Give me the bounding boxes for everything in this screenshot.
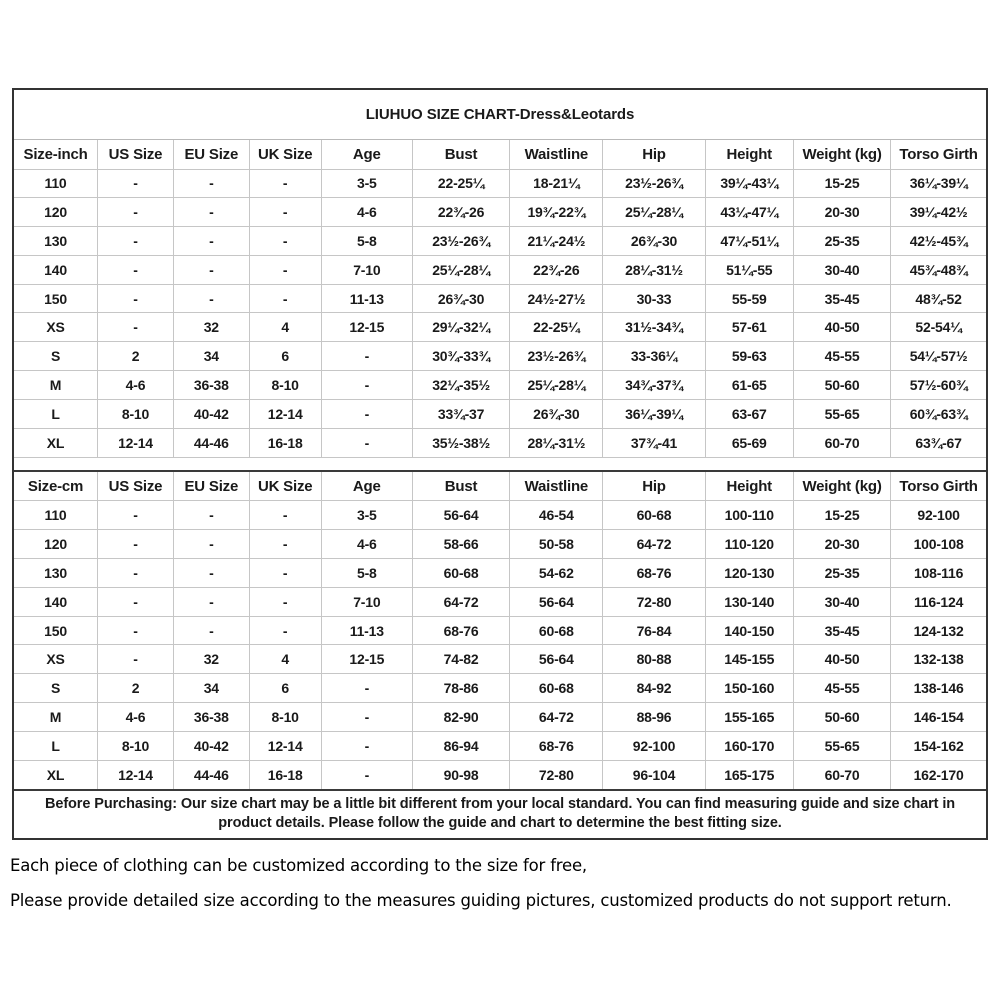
table-cell: -	[173, 616, 249, 645]
table-cell: 52-54¼	[891, 313, 986, 342]
table-row	[14, 760, 986, 789]
table-cell: 5-8	[321, 559, 412, 588]
table-cell: 34	[173, 342, 249, 371]
table-cell: -	[249, 616, 321, 645]
table-cell: 39¼-43¼	[705, 169, 793, 198]
table-cell: 4	[249, 313, 321, 342]
table-cell: 40-42	[173, 731, 249, 760]
purchase-note: Before Purchasing: Our size chart may be a little bit different from your local standard. You can find measuring guide and size chart in product details. Please follow the guide and chart to determine the best fitting size.	[14, 789, 986, 838]
table-cell: 140-150	[705, 616, 793, 645]
table-cell: 138-146	[891, 674, 986, 703]
table-cell: S	[14, 674, 98, 703]
table-cell: 50-60	[793, 371, 890, 400]
column-header: Waistline	[510, 140, 603, 169]
table-cell: 96-104	[603, 760, 705, 789]
table-cell: -	[249, 169, 321, 198]
table-cell: 55-65	[793, 399, 890, 428]
table-cell: 34¾-37¾	[603, 371, 705, 400]
table-cell: -	[173, 587, 249, 616]
table-cell: 18-21¼	[510, 169, 603, 198]
table-cell: -	[98, 284, 174, 313]
table-cell: -	[249, 198, 321, 227]
table-cell: 26¾-30	[603, 227, 705, 256]
table-cell: 92-100	[603, 731, 705, 760]
table-cell: 30-40	[793, 587, 890, 616]
table-cell: 22-25¼	[412, 169, 509, 198]
table-cell: 11-13	[321, 284, 412, 313]
column-header: EU Size	[173, 472, 249, 501]
customization-note-line2: Please provide detailed size according to the measures guiding pictures, customized products do not support return.	[10, 890, 952, 910]
table-row	[14, 501, 986, 530]
table-cell: -	[98, 313, 174, 342]
table-cell: 45-55	[793, 674, 890, 703]
table-cell: 57-61	[705, 313, 793, 342]
table-row	[14, 399, 986, 428]
table-cell: 7-10	[321, 587, 412, 616]
table-cell: 55-65	[793, 731, 890, 760]
table-cell: 48¾-52	[891, 284, 986, 313]
table-cell: 12-14	[98, 428, 174, 457]
table-cell: 12-14	[249, 399, 321, 428]
size-table-cm	[14, 472, 986, 789]
table-cell: 162-170	[913, 766, 964, 783]
table-cell: 7-10	[321, 255, 412, 284]
table-cell: 8-10	[249, 371, 321, 400]
table-cell: 30¾-33¾	[412, 342, 509, 371]
table-cell: 120-130	[705, 559, 793, 588]
table-cell: 110	[14, 169, 98, 198]
table-cell: 32	[173, 645, 249, 674]
table-cell: 26¾-30	[510, 399, 603, 428]
table-row	[14, 703, 986, 732]
table-cell: 40-42	[173, 399, 249, 428]
table-cell: 20-30	[793, 530, 890, 559]
column-header: US Size	[98, 140, 174, 169]
table-cell: 64-72	[603, 530, 705, 559]
table-cell: 4-6	[321, 198, 412, 227]
column-header: Height	[705, 140, 793, 169]
table-cell: 68-76	[603, 559, 705, 588]
table-cell: -	[249, 227, 321, 256]
table-cell: -	[98, 559, 174, 588]
table-cell: 34	[173, 674, 249, 703]
table-cell: 36¼-39¼	[603, 399, 705, 428]
table-cell: 57½-60¾	[891, 371, 986, 400]
table-cell: 50-58	[510, 530, 603, 559]
table-cell: 32	[173, 313, 249, 342]
table-cell: -	[173, 284, 249, 313]
table-cell: 12-14	[249, 731, 321, 760]
table-cell: 90-98	[412, 760, 509, 789]
table-row	[14, 559, 986, 588]
table-cell: 160-170	[705, 731, 793, 760]
table-cell: 51¼-55	[705, 255, 793, 284]
table-cell: 130-140	[705, 587, 793, 616]
table-cell: 22-25¼	[510, 313, 603, 342]
table-cell: -	[321, 342, 412, 371]
table-cell: -	[98, 616, 174, 645]
table-cell: -	[249, 501, 321, 530]
table-cell: -	[321, 428, 412, 457]
table-cell: 46-54	[510, 501, 603, 530]
table-cell: 64-72	[412, 587, 509, 616]
table-cell: M	[14, 703, 98, 732]
table-row	[14, 428, 986, 457]
table-cell: 56-64	[510, 587, 603, 616]
table-cell: -	[98, 587, 174, 616]
customization-note-line1: Each piece of clothing can be customized according to the size for free,	[10, 855, 587, 875]
table-cell: 33¾-37	[412, 399, 509, 428]
size-chart	[12, 88, 988, 840]
table-cell: 61-65	[705, 371, 793, 400]
table-cell: 30-40	[793, 255, 890, 284]
table-cell: 146-154	[891, 703, 986, 732]
table-cell: 60-68	[510, 616, 603, 645]
table-cell: 74-82	[412, 645, 509, 674]
customization-notes	[10, 856, 990, 910]
table-cell: 150-160	[705, 674, 793, 703]
table-header-inch	[14, 140, 986, 169]
table-row	[14, 169, 986, 198]
table-cell: 36¼-39¼	[891, 169, 986, 198]
table-cell: 6	[249, 674, 321, 703]
table-cell: M	[14, 371, 98, 400]
table-cell: 58-66	[412, 530, 509, 559]
table-cell: -	[173, 559, 249, 588]
table-cell: 23½-26¾	[510, 342, 603, 371]
table-cell: 25¼-28¼	[412, 255, 509, 284]
table-cell: 110-120	[705, 530, 793, 559]
table-cell: -	[98, 169, 174, 198]
column-header: Hip	[603, 140, 705, 169]
table-row	[14, 731, 986, 760]
table-cell: 8-10	[249, 703, 321, 732]
table-cell: 60-70	[793, 428, 890, 457]
table-cell: 60-68	[412, 559, 509, 588]
table-cell: 45-55	[793, 342, 890, 371]
table-cell: 8-10	[98, 399, 174, 428]
table-cell: 36-38	[173, 703, 249, 732]
table-cell: 120	[14, 530, 98, 559]
table-cell: 132-138	[891, 645, 986, 674]
table-cell: 25-35	[793, 227, 890, 256]
column-header: Hip	[603, 472, 705, 501]
chart-title: LIUHUO SIZE CHART-Dress&Leotards	[14, 90, 986, 140]
table-cell: 165-175	[705, 760, 793, 789]
table-cell: 35½-38½	[412, 428, 509, 457]
table-cell: 140	[14, 255, 98, 284]
table-cell: 3-5	[321, 169, 412, 198]
table-cell: 59-63	[705, 342, 793, 371]
column-header: Weight (kg)	[793, 140, 890, 169]
table-cell: 40-50	[793, 313, 890, 342]
table-cell: 25¼-28¼	[510, 371, 603, 400]
table-cell: -	[98, 227, 174, 256]
table-cell: 72-80	[510, 760, 603, 789]
table-row	[14, 674, 986, 703]
table-cell: 4-6	[321, 530, 412, 559]
table-cell: 16-18	[249, 428, 321, 457]
table-cell: 42½-45¾	[891, 227, 986, 256]
table-cell: 33-36¼	[603, 342, 705, 371]
table-cell: 72-80	[603, 587, 705, 616]
column-header: Age	[321, 472, 412, 501]
table-cell: 154-162	[891, 731, 986, 760]
table-cell: 45¾-48¾	[891, 255, 986, 284]
table-cell: 145-155	[705, 645, 793, 674]
table-cell: 2	[98, 342, 174, 371]
table-cell: -	[321, 760, 412, 789]
table-cell: 35-45	[793, 284, 890, 313]
size-table-inch	[14, 140, 986, 457]
table-cell: -	[321, 399, 412, 428]
table-divider	[14, 457, 986, 472]
table-cell: 63¾-67	[915, 434, 962, 451]
table-cell: 12-14	[98, 760, 174, 789]
column-header: Waistline	[510, 472, 603, 501]
table-cell: 30-33	[603, 284, 705, 313]
table-cell: -	[321, 703, 412, 732]
table-row	[14, 616, 986, 645]
table-cell: 68-76	[412, 616, 509, 645]
table-cell: -	[173, 227, 249, 256]
table-cell: -	[249, 530, 321, 559]
column-header: Size-inch	[14, 140, 98, 169]
table-row	[14, 587, 986, 616]
table-cell: 31½-34¾	[603, 313, 705, 342]
table-cell: 150	[14, 616, 98, 645]
table-cell: 22¾-26	[412, 198, 509, 227]
table-cell: -	[173, 198, 249, 227]
table-cell: 15-25	[793, 501, 890, 530]
table-cell: 50-60	[793, 703, 890, 732]
table-cell: 11-13	[321, 616, 412, 645]
table-cell: 37¾-41	[603, 428, 705, 457]
table-cell: 130	[14, 227, 98, 256]
table-cell: L	[14, 399, 98, 428]
table-cell: 40-50	[793, 645, 890, 674]
table-cell: 60¾-63¾	[891, 399, 986, 428]
table-cell: -	[98, 530, 174, 559]
table-cell: 43¼-47¼	[705, 198, 793, 227]
table-cell: 60-68	[510, 674, 603, 703]
table-cell: XS	[14, 313, 98, 342]
table-cell: 100-108	[891, 530, 986, 559]
table-cell: 29¼-32¼	[412, 313, 509, 342]
table-cell: 25-35	[793, 559, 890, 588]
table-cell: 140	[14, 587, 98, 616]
table-cell: 12-15	[321, 645, 412, 674]
table-row	[14, 645, 986, 674]
table-cell: 44-46	[173, 428, 249, 457]
table-cell: 63-67	[705, 399, 793, 428]
column-header: Height	[705, 472, 793, 501]
table-cell: 110	[14, 501, 98, 530]
table-cell: 65-69	[705, 428, 793, 457]
table-row	[14, 255, 986, 284]
table-cell: 155-165	[705, 703, 793, 732]
table-cell: 25¼-28¼	[603, 198, 705, 227]
column-header: Bust	[412, 140, 509, 169]
table-cell: -	[321, 731, 412, 760]
table-cell: 78-86	[412, 674, 509, 703]
column-header: EU Size	[173, 140, 249, 169]
table-cell: 35-45	[793, 616, 890, 645]
table-row	[14, 284, 986, 313]
table-cell: 92-100	[891, 501, 986, 530]
column-header: UK Size	[249, 472, 321, 501]
table-cell: 56-64	[510, 645, 603, 674]
column-header: Size-cm	[14, 472, 98, 501]
column-header: Age	[321, 140, 412, 169]
table-cell: 108-116	[891, 559, 986, 588]
table-cell: -	[98, 501, 174, 530]
table-cell: 15-25	[793, 169, 890, 198]
table-cell: 130	[14, 559, 98, 588]
table-row	[14, 227, 986, 256]
table-cell: -	[98, 255, 174, 284]
table-cell: 120	[14, 198, 98, 227]
table-cell: 28¼-31½	[510, 428, 603, 457]
table-cell: 2	[98, 674, 174, 703]
table-row	[14, 198, 986, 227]
table-cell: 60-70	[793, 760, 890, 789]
table-cell: 6	[249, 342, 321, 371]
table-cell: -	[249, 587, 321, 616]
table-cell: 116-124	[891, 587, 986, 616]
table-cell: 32¼-35½	[412, 371, 509, 400]
table-cell: -	[173, 169, 249, 198]
column-header: Torso Girth	[891, 472, 986, 501]
table-cell: 4	[249, 645, 321, 674]
table-cell: S	[14, 342, 98, 371]
table-cell: -	[173, 530, 249, 559]
table-cell: 60-68	[603, 501, 705, 530]
table-cell: -	[173, 501, 249, 530]
table-cell: 23½-26¾	[412, 227, 509, 256]
table-cell: 20-30	[793, 198, 890, 227]
table-cell: -	[249, 559, 321, 588]
table-cell: 68-76	[510, 731, 603, 760]
table-cell: 23½-26¾	[603, 169, 705, 198]
table-cell: 26¾-30	[412, 284, 509, 313]
column-header: Bust	[412, 472, 509, 501]
table-cell: 21¼-24½	[510, 227, 603, 256]
table-cell: 16-18	[249, 760, 321, 789]
table-cell: -	[321, 371, 412, 400]
table-cell: XL	[14, 428, 98, 457]
table-cell: 80-88	[603, 645, 705, 674]
table-cell: 55-59	[705, 284, 793, 313]
table-cell: 64-72	[510, 703, 603, 732]
table-cell: 36-38	[173, 371, 249, 400]
table-cell: -	[249, 255, 321, 284]
table-cell: 22¾-26	[510, 255, 603, 284]
table-cell: 24½-27½	[510, 284, 603, 313]
table-cell: 84-92	[603, 674, 705, 703]
table-cell: 4-6	[98, 371, 174, 400]
table-cell: XS	[14, 645, 98, 674]
table-cell: -	[173, 255, 249, 284]
table-row	[14, 371, 986, 400]
table-cell: 82-90	[412, 703, 509, 732]
table-cell: 124-132	[891, 616, 986, 645]
table-cell: 12-15	[321, 313, 412, 342]
column-header: UK Size	[249, 140, 321, 169]
table-cell: 54¼-57½	[891, 342, 986, 371]
table-cell: L	[14, 731, 98, 760]
table-row	[14, 342, 986, 371]
table-header-cm	[14, 472, 986, 501]
table-cell: 44-46	[173, 760, 249, 789]
table-row	[14, 313, 986, 342]
table-cell: 100-110	[705, 501, 793, 530]
table-cell: -	[98, 198, 174, 227]
table-row	[14, 530, 986, 559]
table-cell: 86-94	[412, 731, 509, 760]
table-cell: 150	[14, 284, 98, 313]
table-cell: XL	[14, 760, 98, 789]
table-cell: 56-64	[412, 501, 509, 530]
table-cell: -	[321, 674, 412, 703]
column-header: Torso Girth	[891, 140, 986, 169]
table-cell: 4-6	[98, 703, 174, 732]
table-cell: 28¼-31½	[603, 255, 705, 284]
column-header: Weight (kg)	[793, 472, 890, 501]
table-cell: 8-10	[98, 731, 174, 760]
table-cell: 5-8	[321, 227, 412, 256]
table-cell: 76-84	[603, 616, 705, 645]
column-header: US Size	[98, 472, 174, 501]
table-cell: 19¾-22¾	[510, 198, 603, 227]
table-cell: -	[249, 284, 321, 313]
table-cell: 88-96	[603, 703, 705, 732]
table-cell: -	[98, 645, 174, 674]
table-cell: 54-62	[510, 559, 603, 588]
table-cell: 3-5	[321, 501, 412, 530]
table-cell: 47¼-51¼	[705, 227, 793, 256]
table-cell: 39¼-42½	[891, 198, 986, 227]
